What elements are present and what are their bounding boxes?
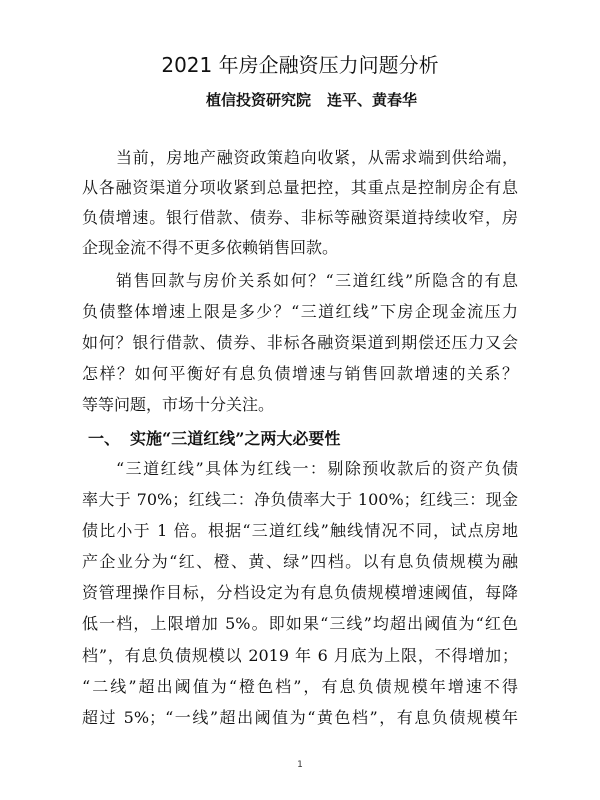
intro-paragraph-1	[82, 143, 518, 263]
paragraph-line: 怎样？如何平衡好有息负债增速与销售回款增速的关系？	[82, 364, 518, 383]
document-title: 2021 年房企融资压力问题分析	[161, 53, 439, 77]
paragraph-line: 如何？银行借款、债券、非标各融资渠道到期偿还压力又会	[82, 333, 518, 352]
paragraph-line: 当前，房地产融资政策趋向收紧，从需求端到供给端，	[116, 148, 518, 167]
paragraph-line: “二线”超出阈值为“橙色档”，有息负债规模年增速不得	[82, 676, 518, 696]
paragraph-line: “三道红线”具体为红线一：剔除预收款后的资产负债	[116, 459, 518, 478]
byline-authors: 连平、黄春华	[327, 91, 418, 109]
paragraph-line: 从各融资渠道分项收紧到总量把控，其重点是控制房企有息	[82, 178, 518, 197]
paragraph-line: 企现金流不得不更多依赖销售回款。	[82, 238, 339, 257]
paragraph-line: 产企业分为“红、橙、黄、绿”四档。以有息负债规模为融	[82, 552, 518, 572]
paragraph-line: 低一档，上限增加 5%。即如果“三线”均超出阈值为“红色	[82, 614, 518, 634]
byline	[206, 89, 506, 111]
paragraph-line: 资管理操作目标，分档设定为有息负债规模增速阈值，每降	[82, 583, 518, 603]
paragraph-line: 档”，有息负债规模以 2019 年 6 月底为上限，不得增加；	[82, 645, 518, 665]
page-number: 1	[297, 760, 303, 770]
section-number: 一、	[88, 429, 121, 448]
paragraph-line: 负债整体增速上限是多少？“三道红线”下房企现金流压力	[82, 302, 518, 321]
paragraph-line: 负债增速。银行借款、债券、非标等融资渠道持续收窄，房	[82, 208, 518, 227]
intro-paragraph-2	[82, 265, 518, 420]
paragraph-line: 超过 5%；“一线”超出阈值为“黄色档”，有息负债规模年	[82, 707, 518, 727]
paragraph-line: 率大于 70%；红线二：净负债率大于 100%；红线三：现金	[82, 490, 518, 510]
byline-institute: 植信投资研究院	[206, 91, 312, 109]
section-heading	[82, 424, 518, 454]
section-1-paragraph-1	[82, 453, 518, 733]
paragraph-line: 等等问题，市场十分关注。	[82, 395, 275, 414]
paragraph-line: 债比小于 1 倍。根据“三道红线”触线情况不同，试点房地	[82, 521, 518, 541]
section-title: 实施“三道红线”之两大必要性	[130, 429, 341, 448]
paragraph-line: 销售回款与房价关系如何？“三道红线”所隐含的有息	[116, 271, 518, 290]
